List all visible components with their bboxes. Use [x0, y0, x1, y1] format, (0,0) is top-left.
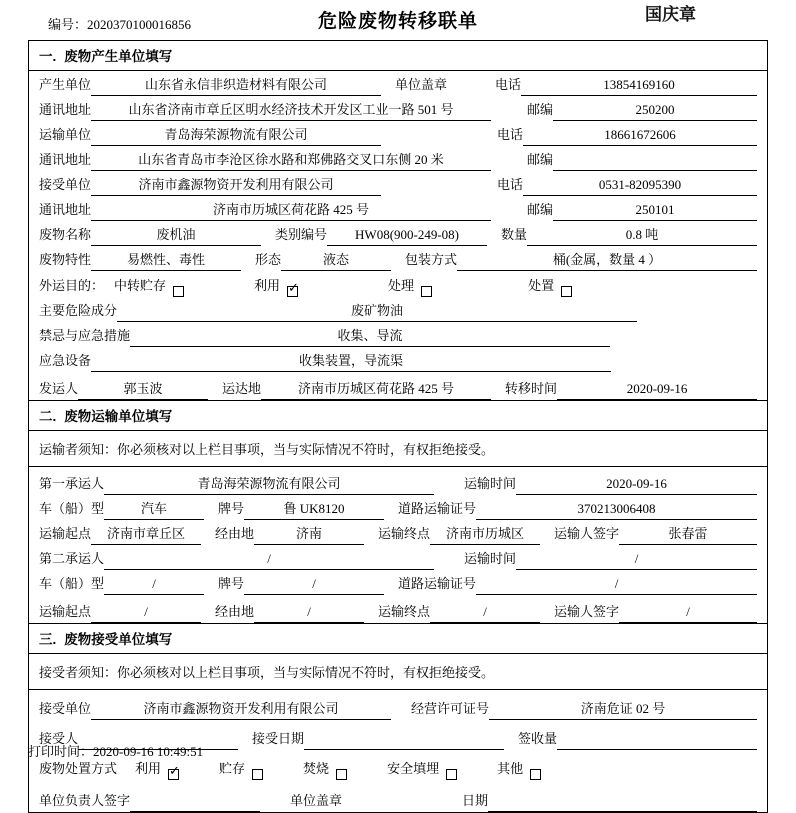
- disposal-other-checkbox[interactable]: [530, 769, 541, 780]
- purpose-dispose-checkbox[interactable]: [561, 286, 572, 297]
- row-transport-route: [29, 520, 767, 545]
- via2-label: 经由地: [215, 604, 255, 619]
- producer-value: 山东省永信非织造材料有限公司: [91, 74, 381, 96]
- transport-signature2-label: 运输人签字: [554, 604, 620, 619]
- package-label: 包装方式: [405, 252, 458, 267]
- disposal-use-label: 利用: [135, 761, 162, 776]
- row-taboo: [29, 322, 767, 347]
- document-header: [0, 0, 796, 38]
- terminus2-label: 运输终点: [378, 604, 431, 619]
- section1-number: 一.: [39, 49, 57, 64]
- taboo-label: 禁忌与应急措施: [39, 328, 131, 343]
- receive-date-value: [304, 747, 504, 750]
- transfer-time-value: 2020-09-16: [557, 381, 757, 400]
- plate-label: 牌号: [218, 501, 245, 516]
- row-producer: [29, 71, 767, 96]
- purpose-treat-checkbox[interactable]: [421, 286, 432, 297]
- sender-value: 郭玉波: [78, 378, 208, 400]
- row-emergency-equipment: [29, 347, 767, 372]
- row-hazard-component: [29, 297, 767, 322]
- terminus-value: 济南市历城区: [430, 523, 540, 545]
- plate-value: 鲁 UK8120: [244, 498, 384, 520]
- transport-time-label: 运输时间: [464, 476, 517, 491]
- carrier-label: 运输单位: [39, 127, 92, 142]
- transport-signature-label: 运输人签字: [554, 526, 620, 541]
- purpose-treat-label: 处理: [388, 278, 415, 293]
- form-value: 液态: [281, 249, 391, 271]
- disposal-landfill-label: 安全填埋: [387, 761, 440, 776]
- plate2-value: /: [244, 576, 384, 595]
- road-permit-value: 370213006408: [476, 501, 757, 520]
- via2-value: /: [254, 604, 364, 623]
- package-value: 桶(金属，数量 4 ）: [457, 249, 757, 271]
- disposal-other-label: 其他: [497, 761, 524, 776]
- date-value: [488, 809, 757, 812]
- section3-number: 三.: [39, 632, 57, 647]
- section1-header: [29, 41, 767, 71]
- carrier-zip-label: 邮编: [527, 152, 554, 167]
- origin-value: 济南市章丘区: [91, 523, 201, 545]
- row-producer-address: [29, 96, 767, 121]
- row-vehicle: [29, 495, 767, 520]
- receiver-address-label: 通讯地址: [39, 202, 92, 217]
- purpose-store-checkbox[interactable]: [173, 286, 184, 297]
- receive-date-label: 接受日期: [252, 731, 305, 746]
- doc-number-value: 2020370100016856: [87, 17, 192, 32]
- purpose-label: 外运目的：: [39, 278, 105, 293]
- equipment-label: 应急设备: [39, 353, 92, 368]
- transfer-time-label: 转移时间: [505, 381, 558, 396]
- print-time: [28, 741, 203, 760]
- zip-label: 邮编: [527, 102, 554, 117]
- vehicle-value: 汽车: [104, 498, 204, 520]
- second-carrier-value: /: [104, 551, 434, 570]
- row-second-carrier: [29, 545, 767, 570]
- receiving-unit-label: 接受单位: [39, 701, 92, 716]
- via-label: 经由地: [215, 526, 255, 541]
- row-carrier: [29, 121, 767, 146]
- category-value: HW08(900-249-08): [327, 227, 487, 246]
- print-time-value: 2020-09-16 10:49:51: [93, 744, 204, 759]
- page-title: 危险废物转移联单: [317, 11, 478, 32]
- receiver-label: 接受单位: [39, 177, 92, 192]
- road-permit2-value: /: [476, 576, 757, 595]
- receiver-phone-label: 电话: [497, 177, 524, 192]
- phone-label: 电话: [495, 77, 522, 92]
- property-value: 易燃性、毒性: [91, 249, 241, 271]
- purpose-use-checkbox[interactable]: [287, 286, 298, 297]
- first-carrier-label: 第一承运人: [39, 476, 105, 491]
- receiver-value: 济南市鑫源物资开发利用有限公司: [91, 174, 381, 196]
- property-label: 废物特性: [39, 252, 92, 267]
- row-carrier-address: [29, 146, 767, 171]
- section2-rows: [29, 467, 767, 623]
- purpose-dispose-label: 处置: [528, 278, 555, 293]
- receiver-zip-value: 250101: [553, 202, 757, 221]
- row-receiving-unit: [29, 690, 767, 720]
- section3-title: 废物接受单位填写: [64, 632, 173, 647]
- carrier-phone-label: 电话: [497, 127, 524, 142]
- terminus-label: 运输终点: [378, 526, 431, 541]
- hazard-label: 主要危险成分: [39, 303, 118, 318]
- equipment-value: 收集装置，导流渠: [91, 350, 611, 372]
- terminus2-value: /: [430, 604, 540, 623]
- doc-number-label: 编号：: [48, 17, 88, 32]
- hazard-value: 废矿物油: [117, 300, 637, 322]
- disposal-landfill-checkbox[interactable]: [446, 769, 457, 780]
- destination-label: 运达地: [222, 381, 262, 396]
- carrier-address-value: 山东省青岛市李沧区徐水路和郑佛路交叉口东侧 20 米: [91, 149, 491, 171]
- section1-rows: [29, 71, 767, 400]
- section2-header: [29, 400, 767, 431]
- receiver-address-value: 济南市历城区荷花路 425 号: [91, 199, 491, 221]
- road-permit-label: 道路运输证号: [398, 501, 477, 516]
- row-charge-signature: [29, 780, 767, 812]
- row-sender: [29, 372, 767, 400]
- disposal-label: 废物处置方式: [39, 761, 118, 776]
- row-vehicle2: [29, 570, 767, 595]
- phone-value: 13854169160: [521, 77, 757, 96]
- row-first-carrier: [29, 467, 767, 495]
- seal-label: 单位盖章: [395, 77, 448, 92]
- row-waste-name: [29, 221, 767, 246]
- charge-signature-label: 单位负责人签字: [39, 793, 131, 808]
- vehicle2-value: /: [104, 576, 204, 595]
- category-label: 类别编号: [275, 227, 328, 242]
- address-value: 山东省济南市章丘区明水经济技术开发区工业一路 501 号: [91, 99, 491, 121]
- license-value: 济南危证 02 号: [489, 698, 757, 720]
- first-carrier-value: 青岛海荣源物流有限公司: [104, 473, 434, 495]
- transport-signature2-value: /: [619, 604, 757, 623]
- receive-qty-label: 签收量: [518, 731, 558, 746]
- carrier-zip-value: [553, 168, 757, 171]
- road-permit2-label: 道路运输证号: [398, 576, 477, 591]
- transport-time-value: 2020-09-16: [516, 476, 757, 495]
- section1-title: 废物产生单位填写: [64, 49, 173, 64]
- section2-title: 废物运输单位填写: [64, 409, 173, 424]
- disposal-burn-checkbox[interactable]: [336, 769, 347, 780]
- receiver-person-label: 接受人: [39, 731, 79, 746]
- vehicle2-label: 车（船）型: [39, 576, 105, 591]
- disposal-use-checkbox[interactable]: [168, 769, 179, 780]
- section3-notice: 接受者须知：你必须核对以上栏目事项，当与实际情况不符时，有权拒绝接受。: [29, 654, 767, 690]
- waste-name-value: 废机油: [91, 224, 261, 246]
- section2-notice: 运输者须知：你必须核对以上栏目事项，当与实际情况不符时，有权拒绝接受。: [29, 431, 767, 467]
- purpose-use-label: 利用: [254, 278, 281, 293]
- form-label: 形态: [255, 252, 282, 267]
- origin-label: 运输起点: [39, 526, 92, 541]
- destination-value: 济南市历城区荷花路 425 号: [261, 378, 491, 400]
- row-receiver: [29, 171, 767, 196]
- disposal-store-checkbox[interactable]: [252, 769, 263, 780]
- charge-signature-value: [130, 809, 260, 812]
- form-frame: [28, 40, 768, 813]
- row-purpose: [29, 271, 767, 297]
- plate2-label: 牌号: [218, 576, 245, 591]
- carrier-phone-value: 18661672606: [523, 127, 757, 146]
- transport-time2-value: /: [516, 551, 757, 570]
- origin2-label: 运输起点: [39, 604, 92, 619]
- address-label: 通讯地址: [39, 102, 92, 117]
- quantity-value: 0.8 吨: [527, 224, 757, 246]
- disposal-burn-label: 焚烧: [303, 761, 330, 776]
- receive-qty-value: [557, 747, 757, 750]
- row-waste-property: [29, 246, 767, 271]
- license-label: 经营许可证号: [411, 701, 490, 716]
- receiving-unit-value: 济南市鑫源物资开发利用有限公司: [91, 698, 391, 720]
- via-value: 济南: [254, 523, 364, 545]
- carrier-address-label: 通讯地址: [39, 152, 92, 167]
- waste-name-label: 废物名称: [39, 227, 92, 242]
- receiver-phone-value: 0531-82095390: [523, 177, 757, 196]
- print-time-label: 打印时间：: [28, 744, 94, 759]
- transport-signature-value: 张春雷: [619, 523, 757, 545]
- row-transport-route2: [29, 595, 767, 623]
- second-carrier-label: 第二承运人: [39, 551, 105, 566]
- section3-header: [29, 623, 767, 654]
- row-receiver-address: [29, 196, 767, 221]
- sender-label: 发运人: [39, 381, 79, 396]
- producer-label: 产生单位: [39, 77, 92, 92]
- vehicle-label: 车（船）型: [39, 501, 105, 516]
- purpose-store-label: 中转贮存: [114, 278, 167, 293]
- quantity-label: 数量: [501, 227, 528, 242]
- transport-time2-label: 运输时间: [464, 551, 517, 566]
- origin2-value: /: [91, 604, 201, 623]
- date-label: 日期: [462, 793, 489, 808]
- carrier-value: 青岛海荣源物流有限公司: [91, 124, 381, 146]
- disposal-store-label: 贮存: [219, 761, 246, 776]
- section2-number: 二.: [39, 409, 57, 424]
- unit-seal-label: 单位盖章: [290, 793, 343, 808]
- corner-stamp: 国庆章: [645, 5, 696, 24]
- receiver-zip-label: 邮编: [527, 202, 554, 217]
- zip-value: 250200: [553, 102, 757, 121]
- taboo-value: 收集、导流: [130, 325, 610, 347]
